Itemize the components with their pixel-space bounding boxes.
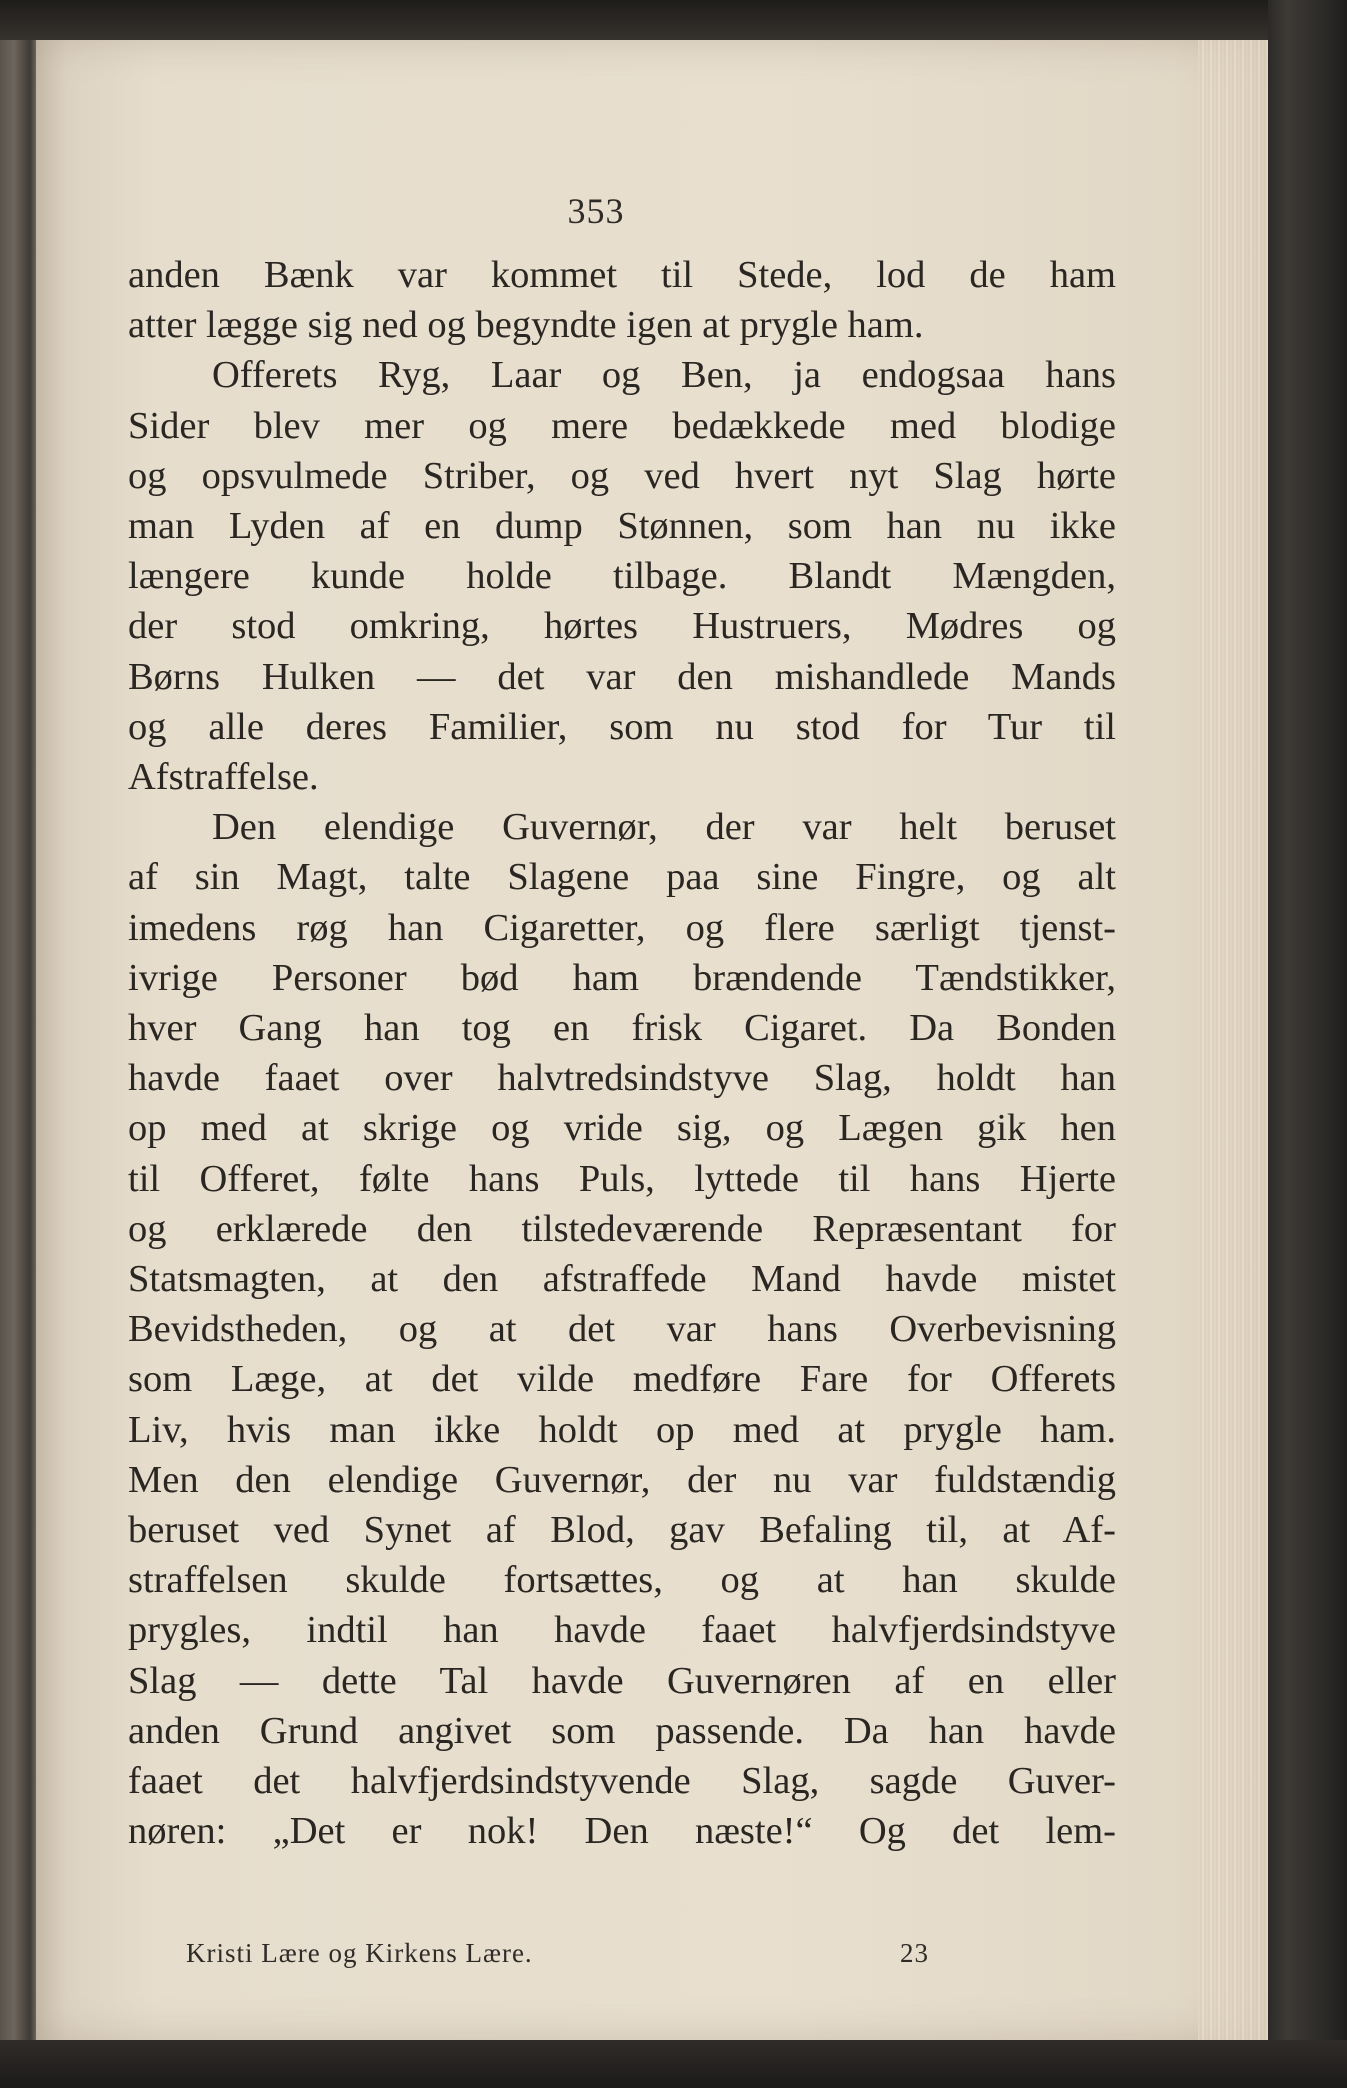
- text-line: som Læge, at det vilde medføre Fare for Offerets: [128, 1358, 1116, 1400]
- text-line: Statsmagten, at den afstraffede Mand havde mistet: [128, 1258, 1116, 1300]
- text-line: Men den elendige Guvernør, der nu var fuldstændig: [128, 1459, 1116, 1501]
- book-cover-right-edge: [1268, 0, 1347, 2088]
- book-cover-bottom-edge: [0, 2040, 1347, 2088]
- text-line: havde faaet over halvtredsindstyve Slag, holdt han: [128, 1057, 1116, 1099]
- text-line: Den elendige Guvernør, der var helt beruset: [212, 806, 1116, 848]
- text-line: Slag — dette Tal havde Guvernøren af en eller: [128, 1660, 1116, 1702]
- text-line: straffelsen skulde fortsættes, og at han skulde: [128, 1559, 1116, 1601]
- page-stack-edges: [1198, 40, 1268, 2040]
- text-line: anden Bænk var kommet til Stede, lod de ham: [128, 254, 1116, 296]
- page-number: 353: [567, 191, 625, 231]
- signature-mark: 23: [900, 1938, 929, 1968]
- text-line: Offerets Ryg, Laar og Ben, ja endogsaa hans: [212, 354, 1116, 396]
- text-line: Sider blev mer og mere bedækkede med blodige: [128, 405, 1116, 447]
- text-line: Liv, hvis man ikke holdt op med at prygle ham.: [128, 1409, 1116, 1451]
- text-line: længere kunde holde tilbage. Blandt Mængden,: [128, 555, 1116, 597]
- text-line: der stod omkring, hørtes Hustruers, Mødres og: [128, 605, 1116, 647]
- text-line: faaet det halvfjerdsindstyvende Slag, sagde Guver-: [128, 1760, 1116, 1802]
- text-line: til Offeret, følte hans Puls, lyttede til hans Hjerte: [128, 1158, 1116, 1200]
- text-line: atter lægge sig ned og begyndte igen at prygle ham.: [128, 304, 924, 346]
- running-footer-title: Kristi Lære og Kirkens Lære.: [186, 1938, 533, 1968]
- text-line: og alle deres Familier, som nu stod for Tur til: [128, 706, 1116, 748]
- text-line: imedens røg han Cigaretter, og flere særligt tjenst-: [128, 907, 1116, 949]
- text-line: hver Gang han tog en frisk Cigaret. Da Bonden: [128, 1007, 1116, 1049]
- text-line: Bevidstheden, og at det var hans Overbevisning: [128, 1308, 1116, 1350]
- text-line: Afstraffelse.: [128, 756, 319, 798]
- text-line: anden Grund angivet som passende. Da han havde: [128, 1710, 1116, 1752]
- text-line: nøren: „Det er nok! Den næste!“ Og det lem-: [128, 1810, 1116, 1852]
- book-page: [36, 40, 1268, 2040]
- text-line: og erklærede den tilstedeværende Repræsentant for: [128, 1208, 1116, 1250]
- text-line: prygles, indtil han havde faaet halvfjerdsindstyve: [128, 1609, 1116, 1651]
- text-line: man Lyden af en dump Stønnen, som han nu ikke: [128, 505, 1116, 547]
- text-line: ivrige Personer bød ham brændende Tændstikker,: [128, 957, 1116, 999]
- text-line: og opsvulmede Striber, og ved hvert nyt Slag hørte: [128, 455, 1116, 497]
- book-cover-top-edge: [0, 0, 1347, 40]
- text-line: op med at skrige og vride sig, og Lægen gik hen: [128, 1107, 1116, 1149]
- text-line: af sin Magt, talte Slagene paa sine Fingre, og alt: [128, 856, 1116, 898]
- text-line: Børns Hulken — det var den mishandlede Mands: [128, 656, 1116, 698]
- text-line: beruset ved Synet af Blod, gav Befaling til, at Af-: [128, 1509, 1116, 1551]
